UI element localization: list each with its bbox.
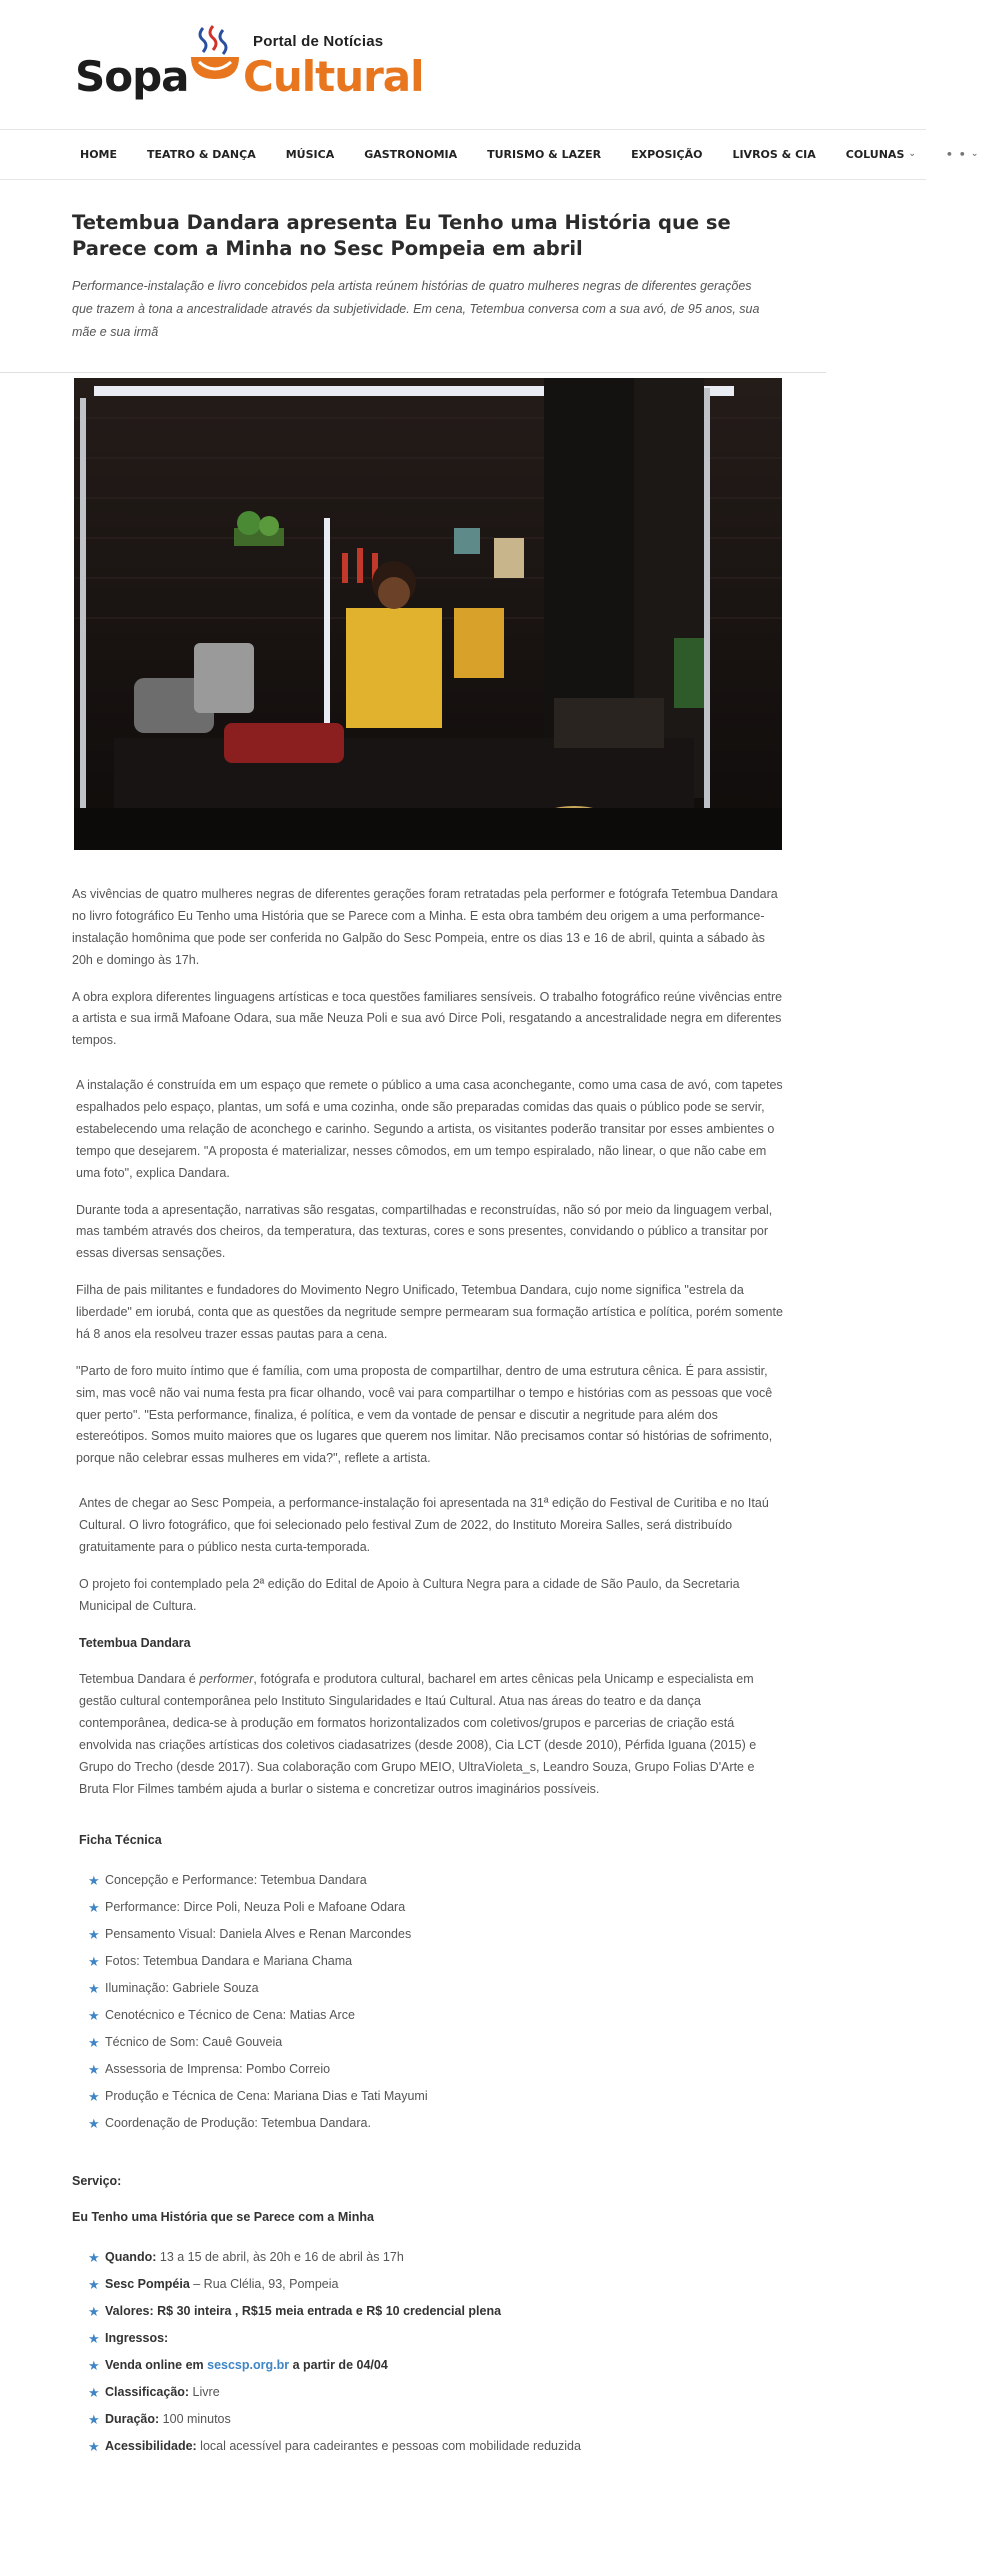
body-paragraph: O projeto foi contemplado pela 2ª edição do Edital de Apoio à Cultura Negra para a cidade de São Paulo, da Secretaria Municipal de Cultura.: [79, 1576, 740, 1613]
servico-label: Quando:: [105, 2250, 157, 2265]
nav-item-teatro-danca[interactable]: [147, 145, 256, 164]
ficha-item-text: Técnico de Som: Cauê Gouveia: [105, 2034, 283, 2049]
article-body: [72, 884, 784, 2480]
nav-musica-label[interactable]: MÚSICA: [285, 148, 335, 162]
servico-title: Eu Tenho uma História que se Parece com a Minha: [72, 2210, 374, 2225]
nav-gastronomia-label[interactable]: GASTRONOMIA: [364, 148, 458, 162]
ficha-item-text: Cenotécnico e Técnico de Cena: Matias Arce: [105, 2007, 355, 2022]
body-paragraph: Durante toda a apresentação, narrativas são resgatas, compartilhadas e reconstruídas, não só por meio da linguagem verbal, mas também através dos cheiros, da temperatura, das texturas, cores e sons presentes, convidando o público a transitar por essas diversas sensações.: [76, 1202, 773, 1261]
chevron-down-icon: ⌄: [970, 149, 979, 160]
nav-livros-label[interactable]: LIVROS & CIA: [732, 148, 816, 162]
soup-bowl-icon: [187, 24, 243, 86]
list-item: [88, 2298, 784, 2325]
ficha-item-text: Coordenação de Produção: Tetembua Dandara.: [105, 2115, 371, 2130]
list-item: [88, 2271, 784, 2298]
nav-item-livros-cia[interactable]: [732, 145, 815, 164]
list-item: [88, 2406, 784, 2433]
star-icon: ★: [88, 1980, 100, 1996]
article-photo: [74, 378, 782, 850]
star-icon: ★: [88, 2061, 100, 2077]
list-item: [88, 2002, 784, 2029]
servico-label: a partir de 04/04: [289, 2358, 388, 2373]
site-logo[interactable]: [75, 24, 435, 101]
servico-label: Duração:: [105, 2412, 160, 2427]
nav-home-label[interactable]: HOME: [80, 148, 118, 162]
bio-text-pre: Tetembua Dandara é: [79, 1672, 200, 1687]
logo-sopa-text: Sopa: [75, 52, 189, 101]
star-icon: ★: [88, 2277, 100, 2293]
servico-value: local acessível para cadeirantes e pessoas com mobilidade reduzida: [196, 2439, 581, 2454]
servico-label: Venda online em: [105, 2358, 208, 2373]
star-icon: ★: [88, 1899, 100, 1915]
ficha-heading: Ficha Técnica: [79, 1832, 162, 1847]
nav-item-exposicao[interactable]: [631, 145, 702, 164]
nav-exposicao-label[interactable]: EXPOSIÇÃO: [631, 148, 703, 162]
servico-label: Classificação:: [105, 2385, 190, 2400]
performance-scene-image: [74, 378, 782, 850]
sescsp-link[interactable]: sescsp.org.br: [207, 2358, 290, 2373]
list-item: [88, 2083, 784, 2110]
article-subtitle: Performance-instalação e livro concebidos pela artista reúnem histórias de quatro mulheres negras de diferentes gerações que trazem à tona a ancestralidade através da subjetividade. Em cena, Tetembua conversa com a sua avó, de 95 anos, sua mãe e sua irmã: [72, 279, 760, 340]
nav-item-turismo-lazer[interactable]: [487, 145, 601, 164]
list-item: [88, 2110, 784, 2137]
list-item: [88, 2244, 784, 2271]
list-item: [88, 2352, 784, 2379]
bio-text-italic: performer: [199, 1672, 254, 1687]
ficha-item-text: Produção e Técnica de Cena: Mariana Dias e Tati Mayumi: [105, 2088, 428, 2103]
site-header: [0, 0, 926, 130]
list-item: [88, 2379, 784, 2406]
body-paragraph: A instalação é construída em um espaço que remete o público a uma casa aconchegante, como uma casa de avó, com tapetes espalhados pelo espaço, plantas, um sofá e uma cozinha, onde são preparadas comidas das quais o público pode se servir, estabelecendo uma relação de aconchego e carinho. Segundo a artista, os visitantes poderão transitar por esses ambientes o tempo que desejarem. "A proposta é materializar, nesses cômodos, em um tempo espiralado, não linear, o que não cabe em uma foto", explica Dandara.: [76, 1078, 783, 1180]
logo-cultural-text: Cultural: [243, 52, 424, 101]
ficha-item-text: Fotos: Tetembua Dandara e Mariana Chama: [105, 1953, 353, 1968]
servico-value: – Rua Clélia, 93, Pompeia: [189, 2277, 339, 2292]
ficha-item-text: Iluminação: Gabriele Souza: [105, 1980, 259, 1995]
nav-item-musica[interactable]: [286, 145, 334, 164]
star-icon: ★: [88, 2250, 100, 2266]
body-paragraph: As vivências de quatro mulheres negras de diferentes gerações foram retratadas pela performer e fotógrafa Tetembua Dandara no livro fotográfico Eu Tenho uma História que se Parece com a Minha. E esta obra também deu origem a uma performance-instalação homônima que pode ser conferida no Galpão do Sesc Pompeia, entre os dias 13 e 16 de abril, quinta a sábado às 20h e domingo às 17h.: [72, 887, 778, 967]
bio-paragraph: [79, 1669, 784, 1800]
bio-heading: Tetembua Dandara: [79, 1635, 191, 1650]
body-paragraph: A obra explora diferentes linguagens artísticas e toca questões familiares sensíveis. O trabalho fotográfico reúne vivências entre a artista e sua irmã Mafoane Odara, sua mãe Neuza Poli e sua avó Dirce Poli, resgatando a ancestralidade negra em diferentes tempos.: [72, 989, 783, 1048]
nav-item-more[interactable]: [946, 145, 978, 164]
servico-label: Ingressos:: [105, 2331, 169, 2346]
list-item: [88, 1921, 784, 1948]
servico-label: Valores: R$ 30 inteira , R$15 meia entrada e R$ 10 credencial plena: [105, 2304, 502, 2319]
list-item: [88, 2325, 784, 2352]
main-nav: [0, 130, 979, 180]
star-icon: ★: [88, 1953, 100, 1969]
star-icon: ★: [88, 2439, 100, 2455]
body-paragraph: Filha de pais militantes e fundadores do Movimento Negro Unificado, Tetembua Dandara, cujo nome significa "estrela da liberdade" em iorubá, conta que as questões da negritude sempre permearam sua formação artística e política, porém somente há 8 anos ela resolveu trazer essas pautas para a cena.: [76, 1283, 783, 1341]
servico-heading: Serviço:: [72, 2173, 122, 2188]
servico-value: 100 minutos: [159, 2412, 231, 2427]
star-icon: ★: [88, 2088, 100, 2104]
nav-teatro-label[interactable]: TEATRO & DANÇA: [147, 148, 256, 162]
list-item: [88, 1975, 784, 2002]
list-item: [88, 2433, 784, 2460]
nav-item-colunas[interactable]: [846, 145, 916, 164]
star-icon: ★: [88, 1926, 100, 1942]
star-icon: ★: [88, 2034, 100, 2050]
body-paragraph: Antes de chegar ao Sesc Pompeia, a performance-instalação foi apresentada na 31ª edição do Festival de Curitiba e no Itaú Cultural. O livro fotográfico, que foi selecionado pelo festival Zum de 2022, do Instituto Moreira Salles, será distribuído gratuitamente para o público nesta curta-temporada.: [79, 1496, 769, 1554]
chevron-down-icon: ⌄: [908, 149, 916, 160]
servico-value: Livre: [189, 2385, 220, 2400]
more-dots-icon[interactable]: • •: [945, 148, 967, 162]
list-item: [88, 2029, 784, 2056]
star-icon: ★: [88, 2304, 100, 2320]
nav-turismo-label[interactable]: TURISMO & LAZER: [487, 148, 602, 162]
nav-item-home[interactable]: [80, 145, 117, 164]
ficha-list: [88, 1867, 784, 2137]
star-icon: ★: [88, 2115, 100, 2131]
star-icon: ★: [88, 1872, 100, 1888]
list-item: [88, 1948, 784, 1975]
list-item: [88, 1867, 784, 1894]
article-header: [0, 180, 826, 373]
servico-label: Sesc Pompéia: [105, 2277, 190, 2292]
servico-list: [88, 2244, 784, 2460]
star-icon: ★: [88, 2331, 100, 2347]
star-icon: ★: [88, 2007, 100, 2023]
ficha-item-text: Pensamento Visual: Daniela Alves e Renan Marcondes: [105, 1926, 412, 1941]
star-icon: ★: [88, 2358, 100, 2374]
logo-tagline: Portal de Notícias: [253, 33, 384, 50]
ficha-item-text: Performance: Dirce Poli, Neuza Poli e Mafoane Odara: [105, 1899, 406, 1914]
nav-colunas-label[interactable]: COLUNAS: [845, 148, 905, 162]
star-icon: ★: [88, 2412, 100, 2428]
ficha-item-text: Assessoria de Imprensa: Pombo Correio: [105, 2061, 331, 2076]
nav-item-gastronomia[interactable]: [364, 145, 457, 164]
article-title: Tetembua Dandara apresenta Eu Tenho uma História que se Parece com a Minha no Sesc Pompeia em abril: [72, 211, 731, 261]
list-item: [88, 1894, 784, 1921]
servico-value: 13 a 15 de abril, às 20h e 16 de abril às 17h: [156, 2250, 404, 2265]
bio-text-post: , fotógrafa e produtora cultural, bacharel em artes cênicas pela Unicamp e especialista em gestão cultural contemporânea pelo Instituto Singularidades e Itaú Cultural. Atua nas áreas do teatro e da dança contemporânea, dedica-se à produção em formatos horizontalizados com coletivos/grupos e parcerias de criação está envolvida nas criações artísticas dos coletivos ciadasatrizes (desde 2008), Cia LCT (desde 2010), Pérfida Iguana (2015) e Grupo do Trecho (desde 2017). Sua colaboração com Grupo MEIO, UltraVioleta_s, Leandro Souza, Grupo Folias D'Arte e Bruta Flor Filmes também ajuda a burlar o sistema e concretizar outros imaginários possíveis.: [79, 1672, 757, 1796]
body-paragraph: "Parto de foro muito íntimo que é família, com uma proposta de compartilhar, dentro de uma estrutura cênica. É para assistir, sim, mas você não vai numa festa pra ficar olhando, você vai para compartilhar o tempo e histórias com as pessoas que você quer perto". "Esta performance, finaliza, é política, e vem da vontade de pensar e discutir a negritude para além dos estereótipos. Somos muito maiores que os lugares que querem nos limitar. Não precisamos contar só histórias de sofrimento, porque não celebrar essas mulheres em vida?", reflete a artista.: [76, 1363, 773, 1466]
servico-label: Acessibilidade:: [105, 2439, 197, 2454]
star-icon: ★: [88, 2385, 100, 2401]
list-item: [88, 2056, 784, 2083]
ficha-item-text: Concepção e Performance: Tetembua Dandara: [105, 1872, 367, 1887]
